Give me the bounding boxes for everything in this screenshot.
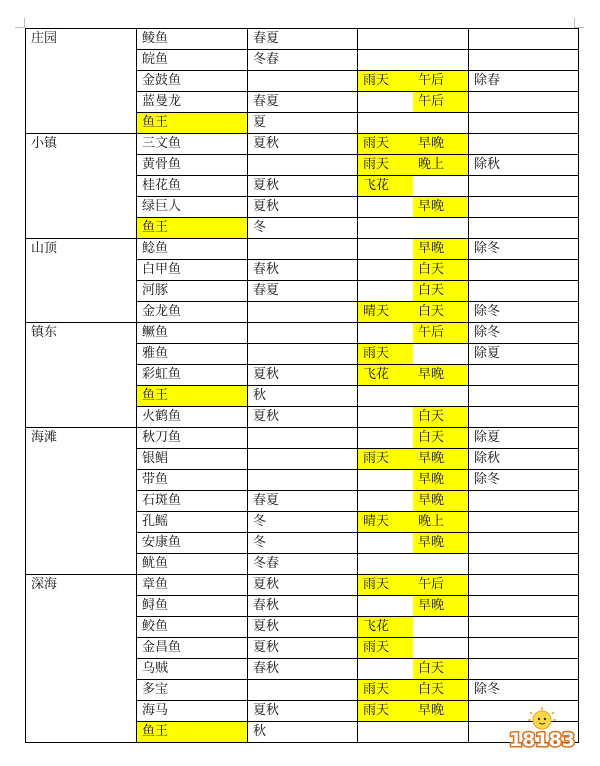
region-cell	[26, 701, 137, 722]
fish-name-cell: 乌贼	[137, 659, 248, 680]
weather-label: 雨天	[358, 71, 413, 91]
condition-cell	[358, 491, 469, 512]
time-label: 早晚	[413, 365, 468, 385]
fish-name-cell: 鲶鱼	[137, 239, 248, 260]
time-label: 早晚	[413, 470, 468, 490]
fish-name-cell: 彩虹鱼	[137, 365, 248, 386]
region-cell: 镇东	[26, 323, 137, 344]
season-cell	[248, 428, 358, 449]
time-label	[413, 29, 468, 49]
season-cell	[248, 470, 358, 491]
table-row	[26, 533, 579, 554]
table-row	[26, 428, 579, 449]
weather-label: 雨天	[358, 701, 413, 721]
season-cell: 冬	[248, 533, 358, 554]
table-row	[26, 470, 579, 491]
region-cell	[26, 407, 137, 428]
weather-label	[358, 596, 413, 616]
region-cell	[26, 281, 137, 302]
time-label	[413, 722, 468, 742]
table-row	[26, 575, 579, 596]
table-row	[26, 386, 579, 407]
note-cell	[469, 533, 579, 554]
season-cell: 春夏	[248, 29, 358, 50]
table-row	[26, 323, 579, 344]
time-label	[413, 176, 468, 196]
time-label: 早晚	[413, 491, 468, 511]
note-cell	[469, 617, 579, 638]
condition-cell	[358, 638, 469, 659]
condition-cell	[358, 281, 469, 302]
region-cell: 庄园	[26, 29, 137, 50]
region-cell	[26, 155, 137, 176]
region-cell	[26, 470, 137, 491]
weather-label: 雨天	[358, 638, 413, 658]
region-cell: 小镇	[26, 134, 137, 155]
season-cell: 秋	[248, 722, 358, 743]
season-cell: 夏秋	[248, 197, 358, 218]
season-cell	[248, 680, 358, 701]
time-label: 午后	[413, 323, 468, 343]
condition-cell	[358, 50, 469, 71]
fish-name-cell: 金昌鱼	[137, 638, 248, 659]
region-cell	[26, 176, 137, 197]
time-label: 晚上	[413, 155, 468, 175]
weather-label: 雨天	[358, 155, 413, 175]
condition-cell	[358, 701, 469, 722]
time-label: 午后	[413, 71, 468, 91]
weather-label: 雨天	[358, 575, 413, 595]
season-cell: 冬春	[248, 50, 358, 71]
weather-label	[358, 260, 413, 280]
condition-cell	[358, 218, 469, 239]
weather-label	[358, 386, 413, 406]
fish-name-cell: 鱼王	[137, 722, 248, 743]
fish-name-cell: 鱿鱼	[137, 554, 248, 575]
time-label	[413, 554, 468, 574]
region-cell	[26, 554, 137, 575]
table-row	[26, 701, 579, 722]
weather-label: 晴天	[358, 302, 413, 322]
time-label: 午后	[413, 575, 468, 595]
condition-cell	[358, 323, 469, 344]
weather-label	[358, 659, 413, 679]
weather-label: 雨天	[358, 344, 413, 364]
table-row	[26, 281, 579, 302]
region-cell	[26, 71, 137, 92]
season-cell: 春夏	[248, 281, 358, 302]
note-cell: 除秋	[469, 449, 579, 470]
condition-cell	[358, 533, 469, 554]
note-cell: 除春	[469, 71, 579, 92]
sun-mascot-icon	[528, 707, 556, 729]
weather-label	[358, 239, 413, 259]
table-row	[26, 512, 579, 533]
fish-name-cell: 鲛鱼	[137, 617, 248, 638]
region-cell	[26, 344, 137, 365]
time-label: 晚上	[413, 512, 468, 532]
fish-name-cell: 桂花鱼	[137, 176, 248, 197]
table-row	[26, 113, 579, 134]
fish-name-cell: 金龙鱼	[137, 302, 248, 323]
fish-name-cell: 海马	[137, 701, 248, 722]
time-label: 白天	[413, 260, 468, 280]
condition-cell	[358, 659, 469, 680]
season-cell	[248, 323, 358, 344]
note-cell	[469, 407, 579, 428]
season-cell	[248, 344, 358, 365]
weather-label: 飞花	[358, 365, 413, 385]
region-cell	[26, 533, 137, 554]
region-cell	[26, 449, 137, 470]
weather-label	[358, 197, 413, 217]
fish-name-cell: 带鱼	[137, 470, 248, 491]
note-cell	[469, 50, 579, 71]
fish-name-cell: 鱼王	[137, 113, 248, 134]
fish-name-cell: 雅鱼	[137, 344, 248, 365]
table-row	[26, 176, 579, 197]
weather-label: 飞花	[358, 617, 413, 637]
condition-cell	[358, 113, 469, 134]
note-cell	[469, 281, 579, 302]
weather-label	[358, 722, 413, 742]
condition-cell	[358, 554, 469, 575]
table-row	[26, 29, 579, 50]
note-cell	[469, 260, 579, 281]
note-cell	[469, 218, 579, 239]
season-cell: 夏秋	[248, 575, 358, 596]
weather-label	[358, 533, 413, 553]
weather-label	[358, 92, 413, 112]
season-cell	[248, 302, 358, 323]
fish-name-cell: 石斑鱼	[137, 491, 248, 512]
condition-cell	[358, 617, 469, 638]
time-label	[413, 344, 468, 364]
weather-label	[358, 113, 413, 133]
table-row	[26, 71, 579, 92]
region-cell	[26, 722, 137, 743]
region-cell	[26, 491, 137, 512]
weather-label: 雨天	[358, 680, 413, 700]
note-cell: 除冬	[469, 470, 579, 491]
time-label: 白天	[413, 428, 468, 448]
condition-cell	[358, 575, 469, 596]
season-cell: 冬	[248, 512, 358, 533]
fish-name-cell: 章鱼	[137, 575, 248, 596]
weather-label: 雨天	[358, 449, 413, 469]
season-cell: 春夏	[248, 92, 358, 113]
condition-cell	[358, 428, 469, 449]
note-cell	[469, 365, 579, 386]
season-cell: 春秋	[248, 596, 358, 617]
time-label: 白天	[413, 302, 468, 322]
time-label: 早晚	[413, 533, 468, 553]
note-cell	[469, 596, 579, 617]
season-cell	[248, 449, 358, 470]
season-cell	[248, 71, 358, 92]
region-cell	[26, 386, 137, 407]
region-cell	[26, 218, 137, 239]
fish-name-cell: 火鹤鱼	[137, 407, 248, 428]
note-cell	[469, 512, 579, 533]
region-cell	[26, 659, 137, 680]
condition-cell	[358, 134, 469, 155]
condition-cell	[358, 449, 469, 470]
fish-table	[25, 28, 579, 743]
condition-cell	[358, 470, 469, 491]
season-cell: 夏秋	[248, 176, 358, 197]
time-label	[413, 218, 468, 238]
fish-name-cell: 银鲳	[137, 449, 248, 470]
note-cell	[469, 92, 579, 113]
note-cell	[469, 659, 579, 680]
region-cell	[26, 260, 137, 281]
season-cell: 春秋	[248, 260, 358, 281]
time-label	[413, 50, 468, 70]
season-cell: 冬	[248, 218, 358, 239]
season-cell: 秋	[248, 386, 358, 407]
table-row	[26, 365, 579, 386]
season-cell: 冬春	[248, 554, 358, 575]
table-row	[26, 197, 579, 218]
season-cell: 夏	[248, 113, 358, 134]
season-cell	[248, 155, 358, 176]
table-row	[26, 617, 579, 638]
region-cell	[26, 92, 137, 113]
condition-cell	[358, 512, 469, 533]
time-label: 白天	[413, 680, 468, 700]
time-label: 早晚	[413, 596, 468, 616]
weather-label	[358, 50, 413, 70]
table-row	[26, 407, 579, 428]
fish-name-cell: 金鼓鱼	[137, 71, 248, 92]
note-cell: 除冬	[469, 680, 579, 701]
season-cell: 春夏	[248, 491, 358, 512]
note-cell	[469, 386, 579, 407]
region-cell	[26, 197, 137, 218]
time-label: 白天	[413, 281, 468, 301]
fish-name-cell: 皖鱼	[137, 50, 248, 71]
weather-label: 晴天	[358, 512, 413, 532]
condition-cell	[358, 260, 469, 281]
table-row	[26, 218, 579, 239]
season-cell: 夏秋	[248, 701, 358, 722]
fish-name-cell: 黄骨鱼	[137, 155, 248, 176]
table-row	[26, 134, 579, 155]
condition-cell	[358, 71, 469, 92]
region-cell	[26, 617, 137, 638]
fish-name-cell: 鲮鱼	[137, 29, 248, 50]
table-row	[26, 344, 579, 365]
time-label	[413, 386, 468, 406]
season-cell: 夏秋	[248, 407, 358, 428]
region-cell	[26, 113, 137, 134]
weather-label	[358, 470, 413, 490]
note-cell	[469, 113, 579, 134]
table-row	[26, 722, 579, 743]
table-row	[26, 155, 579, 176]
weather-label	[358, 281, 413, 301]
condition-cell	[358, 596, 469, 617]
condition-cell	[358, 197, 469, 218]
weather-label	[358, 554, 413, 574]
time-label	[413, 617, 468, 637]
note-cell	[469, 491, 579, 512]
weather-label: 飞花	[358, 176, 413, 196]
condition-cell	[358, 302, 469, 323]
fish-name-cell: 鱼王	[137, 218, 248, 239]
season-cell: 夏秋	[248, 365, 358, 386]
region-cell	[26, 680, 137, 701]
fish-name-cell: 三文鱼	[137, 134, 248, 155]
note-cell: 除夏	[469, 344, 579, 365]
season-cell: 春秋	[248, 659, 358, 680]
condition-cell	[358, 722, 469, 743]
fish-name-cell: 孔鳐	[137, 512, 248, 533]
table-row	[26, 92, 579, 113]
fish-name-cell: 白甲鱼	[137, 260, 248, 281]
table-row	[26, 50, 579, 71]
note-cell: 除夏	[469, 428, 579, 449]
fish-name-cell: 蓝曼龙	[137, 92, 248, 113]
condition-cell	[358, 344, 469, 365]
time-label: 白天	[413, 659, 468, 679]
condition-cell	[358, 680, 469, 701]
fish-name-cell: 安康鱼	[137, 533, 248, 554]
region-cell	[26, 512, 137, 533]
note-cell	[469, 176, 579, 197]
time-label: 早晚	[413, 701, 468, 721]
region-cell: 山顶	[26, 239, 137, 260]
table-row	[26, 260, 579, 281]
time-label: 早晚	[413, 197, 468, 217]
note-cell: 除冬	[469, 239, 579, 260]
season-cell	[248, 239, 358, 260]
time-label	[413, 638, 468, 658]
season-cell: 夏秋	[248, 617, 358, 638]
condition-cell	[358, 386, 469, 407]
region-cell	[26, 638, 137, 659]
time-label: 白天	[413, 407, 468, 427]
condition-cell	[358, 155, 469, 176]
table-row	[26, 554, 579, 575]
table-row	[26, 659, 579, 680]
table-row	[26, 680, 579, 701]
region-cell	[26, 50, 137, 71]
note-cell	[469, 134, 579, 155]
note-cell	[469, 575, 579, 596]
time-label: 早晚	[413, 134, 468, 154]
fish-name-cell: 河豚	[137, 281, 248, 302]
weather-label	[358, 218, 413, 238]
note-cell	[469, 638, 579, 659]
weather-label: 雨天	[358, 134, 413, 154]
note-cell: 除秋	[469, 155, 579, 176]
table-row	[26, 239, 579, 260]
weather-label	[358, 428, 413, 448]
condition-cell	[358, 92, 469, 113]
note-cell	[469, 554, 579, 575]
condition-cell	[358, 176, 469, 197]
weather-label	[358, 491, 413, 511]
watermark-logo	[497, 704, 587, 754]
note-cell: 除冬	[469, 302, 579, 323]
note-cell	[469, 29, 579, 50]
fish-name-cell: 鳜鱼	[137, 323, 248, 344]
weather-label	[358, 323, 413, 343]
region-cell: 海滩	[26, 428, 137, 449]
page-corner-mark	[574, 18, 584, 28]
time-label: 早晚	[413, 239, 468, 259]
time-label: 早晚	[413, 449, 468, 469]
region-cell: 深海	[26, 575, 137, 596]
note-cell: 除冬	[469, 323, 579, 344]
condition-cell	[358, 365, 469, 386]
table-row	[26, 638, 579, 659]
fish-name-cell: 鲟鱼	[137, 596, 248, 617]
table-row	[26, 449, 579, 470]
fish-name-cell: 绿巨人	[137, 197, 248, 218]
condition-cell	[358, 29, 469, 50]
weather-label	[358, 407, 413, 427]
season-cell: 夏秋	[248, 638, 358, 659]
table-row	[26, 491, 579, 512]
table-row	[26, 596, 579, 617]
region-cell	[26, 596, 137, 617]
fish-name-cell: 秋刀鱼	[137, 428, 248, 449]
note-cell	[469, 197, 579, 218]
table-row	[26, 302, 579, 323]
condition-cell	[358, 407, 469, 428]
fish-name-cell: 多宝	[137, 680, 248, 701]
weather-label	[358, 29, 413, 49]
time-label: 午后	[413, 92, 468, 112]
region-cell	[26, 365, 137, 386]
condition-cell	[358, 239, 469, 260]
page-corner-mark	[15, 18, 25, 28]
region-cell	[26, 302, 137, 323]
time-label	[413, 113, 468, 133]
watermark-text: 18183	[508, 729, 576, 751]
fish-name-cell: 鱼王	[137, 386, 248, 407]
season-cell: 夏秋	[248, 134, 358, 155]
